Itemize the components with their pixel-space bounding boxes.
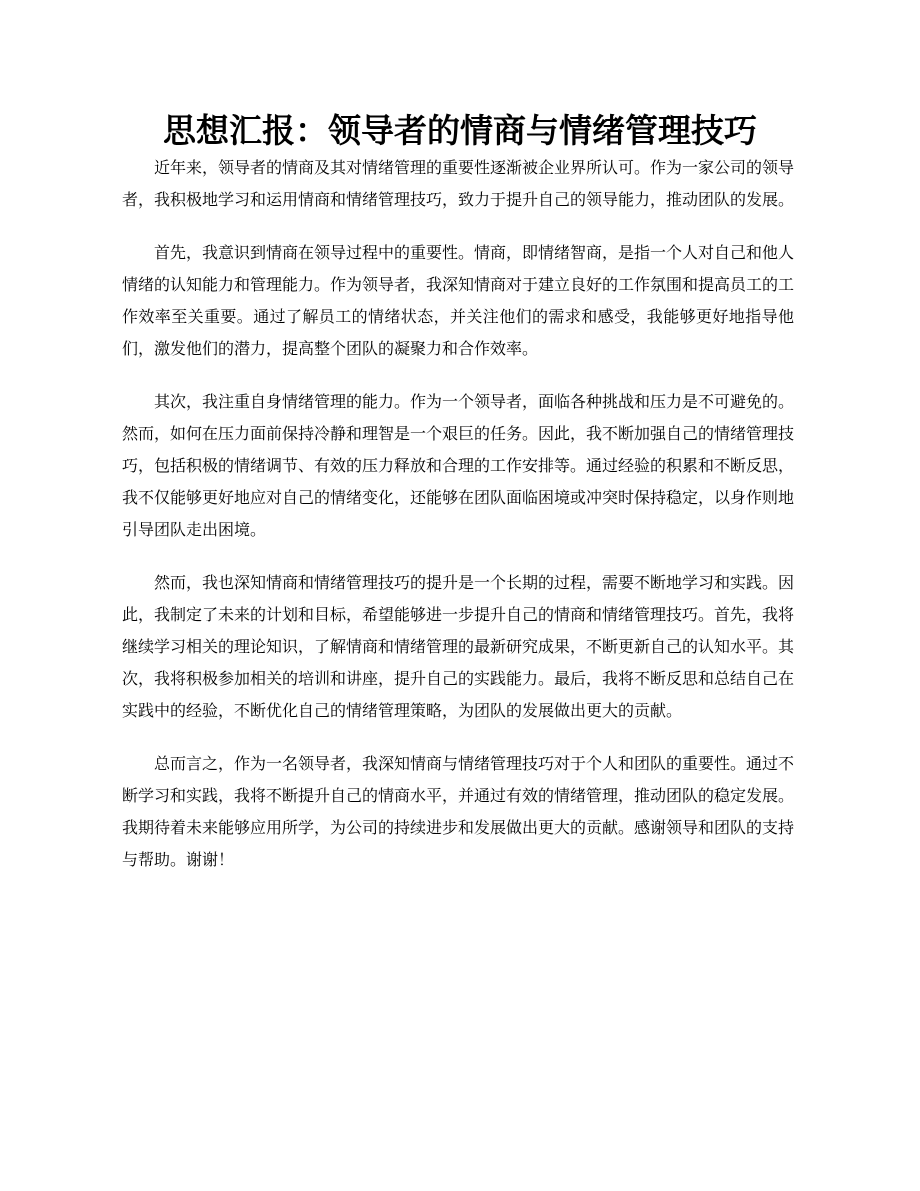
document-title: 思想汇报：领导者的情商与情绪管理技巧 [163, 111, 757, 150]
paragraph-4: 然而，我也深知情商和情绪管理技巧的提升是一个长期的过程，需要不断地学习和实践。因此，我制定了未来的计划和目标，希望能够进一步提升自己的情商和情绪管理技巧。首先，我将继续学习相关的理论知识，了解情商和情绪管理的最新研究成果，不断更新自己的认知水平。其次，我将积极参加相关的培训和讲座，提升自己的实践能力。最后，我将不断反思和总结自己在实践中的经验，不断优化自己的情绪管理策略，为团队的发展做出更大的贡献。 [122, 573, 795, 720]
document-body [122, 152, 794, 897]
paragraph-3: 其次，我注重自身情绪管理的能力。作为一个领导者，面临各种挑战和压力是不可避免的。然而，如何在压力面前保持冷静和理智是一个艰巨的任务。因此，我不断加强自己的情绪管理技巧，包括积极的情绪调节、有效的压力释放和合理的工作安排等。通过经验的积累和不断反思，我不仅能够更好地应对自己的情绪变化，还能够在团队面临困境或冲突时保持稳定，以身作则地引导团队走出困境。 [122, 392, 795, 539]
paragraph-1: 近年来，领导者的情商及其对情绪管理的重要性逐渐被企业界所认可。作为一家公司的领导者，我积极地学习和运用情商和情绪管理技巧，致力于提升自己的领导能力，推动团队的发展。 [122, 158, 795, 209]
paragraph-2: 首先，我意识到情商在领导过程中的重要性。情商，即情绪智商，是指一个人对自己和他人情绪的认知能力和管理能力。作为领导者，我深知情商对于建立良好的工作氛围和提高员工的工作效率至关重要。通过了解员工的情绪状态，并关注他们的需求和感受，我能够更好地指导他们，激发他们的潜力，提高整个团队的凝聚力和合作效率。 [122, 243, 795, 358]
paragraph-5: 总而言之，作为一名领导者，我深知情商与情绪管理技巧对于个人和团队的重要性。通过不断学习和实践，我将不断提升自己的情商水平，并通过有效的情绪管理，推动团队的稳定发展。我期待着未来能够应用所学，为公司的持续进步和发展做出更大的贡献。感谢领导和团队的支持与帮助。谢谢！ [122, 754, 795, 869]
